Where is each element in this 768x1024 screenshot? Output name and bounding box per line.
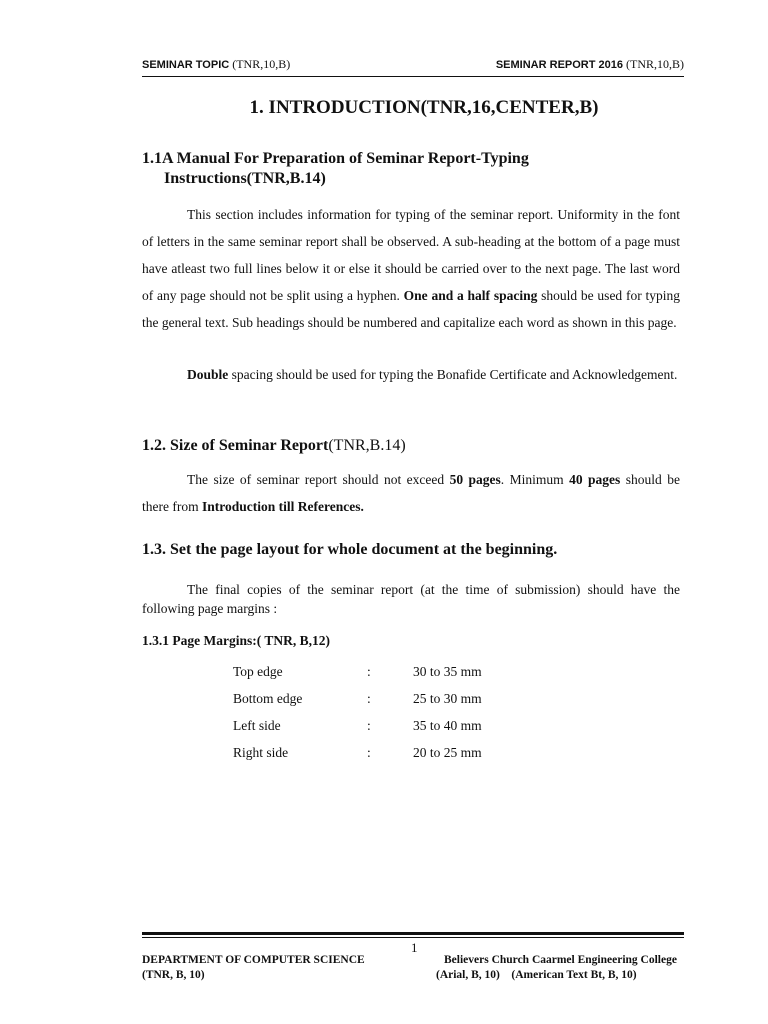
p1-bold: One and a half spacing bbox=[403, 288, 538, 303]
header-right-title: SEMINAR REPORT 2016 bbox=[495, 59, 623, 71]
footer-rule-thick bbox=[142, 932, 684, 935]
page-header bbox=[142, 57, 684, 77]
margin-row bbox=[233, 691, 533, 718]
footer-left bbox=[142, 953, 365, 983]
footer-department: DEPARTMENT OF COMPUTER SCIENCE bbox=[142, 954, 365, 966]
p1-text-a: This section includes information for typing of the seminar report. Uniformity in the font of letters in the same seminar report shall be observed. A sub-heading at the bottom of a page must have atleast two full lines below it or else it should be carried over to the next page. The last word of any page should not be split using a hyphen. bbox=[142, 207, 680, 303]
margin-label: Bottom edge bbox=[233, 691, 303, 706]
margin-separator: : bbox=[367, 664, 371, 679]
section-1-2-heading-text: 1.2. Size of Seminar Report bbox=[142, 437, 329, 454]
margin-label: Top edge bbox=[233, 664, 283, 679]
margin-value: 20 to 25 mm bbox=[413, 745, 482, 760]
margin-label: Right side bbox=[233, 745, 289, 760]
margin-value: 35 to 40 mm bbox=[413, 718, 482, 733]
margin-value: 25 to 30 mm bbox=[413, 691, 482, 706]
section-1-2-heading bbox=[142, 436, 680, 456]
s12-text-d: should be there from bbox=[142, 472, 680, 514]
p2-text: spacing should be used for typing the Bonafide Certificate and Acknowledgement. bbox=[228, 367, 678, 382]
s13-text: The final copies of the seminar report (at the time of submission) should have the following page margins : bbox=[142, 582, 680, 616]
margin-row bbox=[233, 664, 533, 691]
footer-rule-thin bbox=[142, 937, 684, 938]
header-left bbox=[142, 57, 290, 72]
margin-separator: : bbox=[367, 745, 371, 760]
section-1-2-paragraph bbox=[142, 466, 680, 520]
section-1-3-1-heading: 1.3.1 Page Margins:( TNR, B,12) bbox=[142, 633, 330, 648]
section-1-2-heading-note: (TNR,B.14) bbox=[328, 437, 406, 454]
s12-text-a: The size of seminar report should not exceed bbox=[187, 472, 450, 487]
page-number: 1 bbox=[411, 940, 418, 955]
chapter-title: 1. INTRODUCTION(TNR,16,CENTER,B) bbox=[249, 97, 599, 118]
s12-bold-2: 40 pages bbox=[569, 472, 621, 487]
section-1-3-paragraph bbox=[142, 580, 680, 618]
section-1-3-heading: 1.3. Set the page layout for whole document at the beginning. bbox=[142, 541, 558, 558]
margin-value: 30 to 35 mm bbox=[413, 664, 482, 679]
section-1-1-paragraph-2 bbox=[142, 361, 680, 388]
s12-bold-1: 50 pages bbox=[449, 472, 501, 487]
section-1-1-paragraph-1 bbox=[142, 201, 680, 336]
s12-text-c: . Minimum bbox=[500, 472, 570, 487]
margin-separator: : bbox=[367, 718, 371, 733]
section-1-1-heading-line1: 1.1A Manual For Preparation of Seminar Report-Typing bbox=[142, 150, 529, 167]
p2-bold: Double bbox=[187, 367, 229, 382]
footer-right bbox=[436, 953, 686, 983]
header-left-note: (TNR,10,B) bbox=[229, 57, 291, 71]
section-1-1-heading-line2: Instructions(TNR,B.14) bbox=[164, 170, 326, 187]
margin-separator: : bbox=[367, 691, 371, 706]
footer-right-note: (Arial, B, 10) (American Text Bt, B, 10) bbox=[436, 969, 637, 981]
page-margins-list bbox=[233, 664, 533, 772]
s12-bold-3: Introduction till References. bbox=[201, 499, 364, 514]
margin-label: Left side bbox=[233, 718, 281, 733]
header-right-note: (TNR,10,B) bbox=[623, 57, 684, 71]
margin-row bbox=[233, 718, 533, 745]
section-1-1-heading bbox=[142, 149, 680, 189]
p1-text-b: should be used for typing the general text. Sub headings should be numbered and capitalize each word as shown in this page. bbox=[142, 288, 680, 330]
header-left-title: SEMINAR TOPIC bbox=[142, 59, 230, 71]
header-right bbox=[496, 57, 684, 72]
margin-row bbox=[233, 745, 533, 772]
header-rule bbox=[142, 76, 684, 77]
footer-college: Believers Church Caarmel Engineering College bbox=[444, 954, 677, 966]
footer-left-note: (TNR, B, 10) bbox=[142, 969, 205, 981]
